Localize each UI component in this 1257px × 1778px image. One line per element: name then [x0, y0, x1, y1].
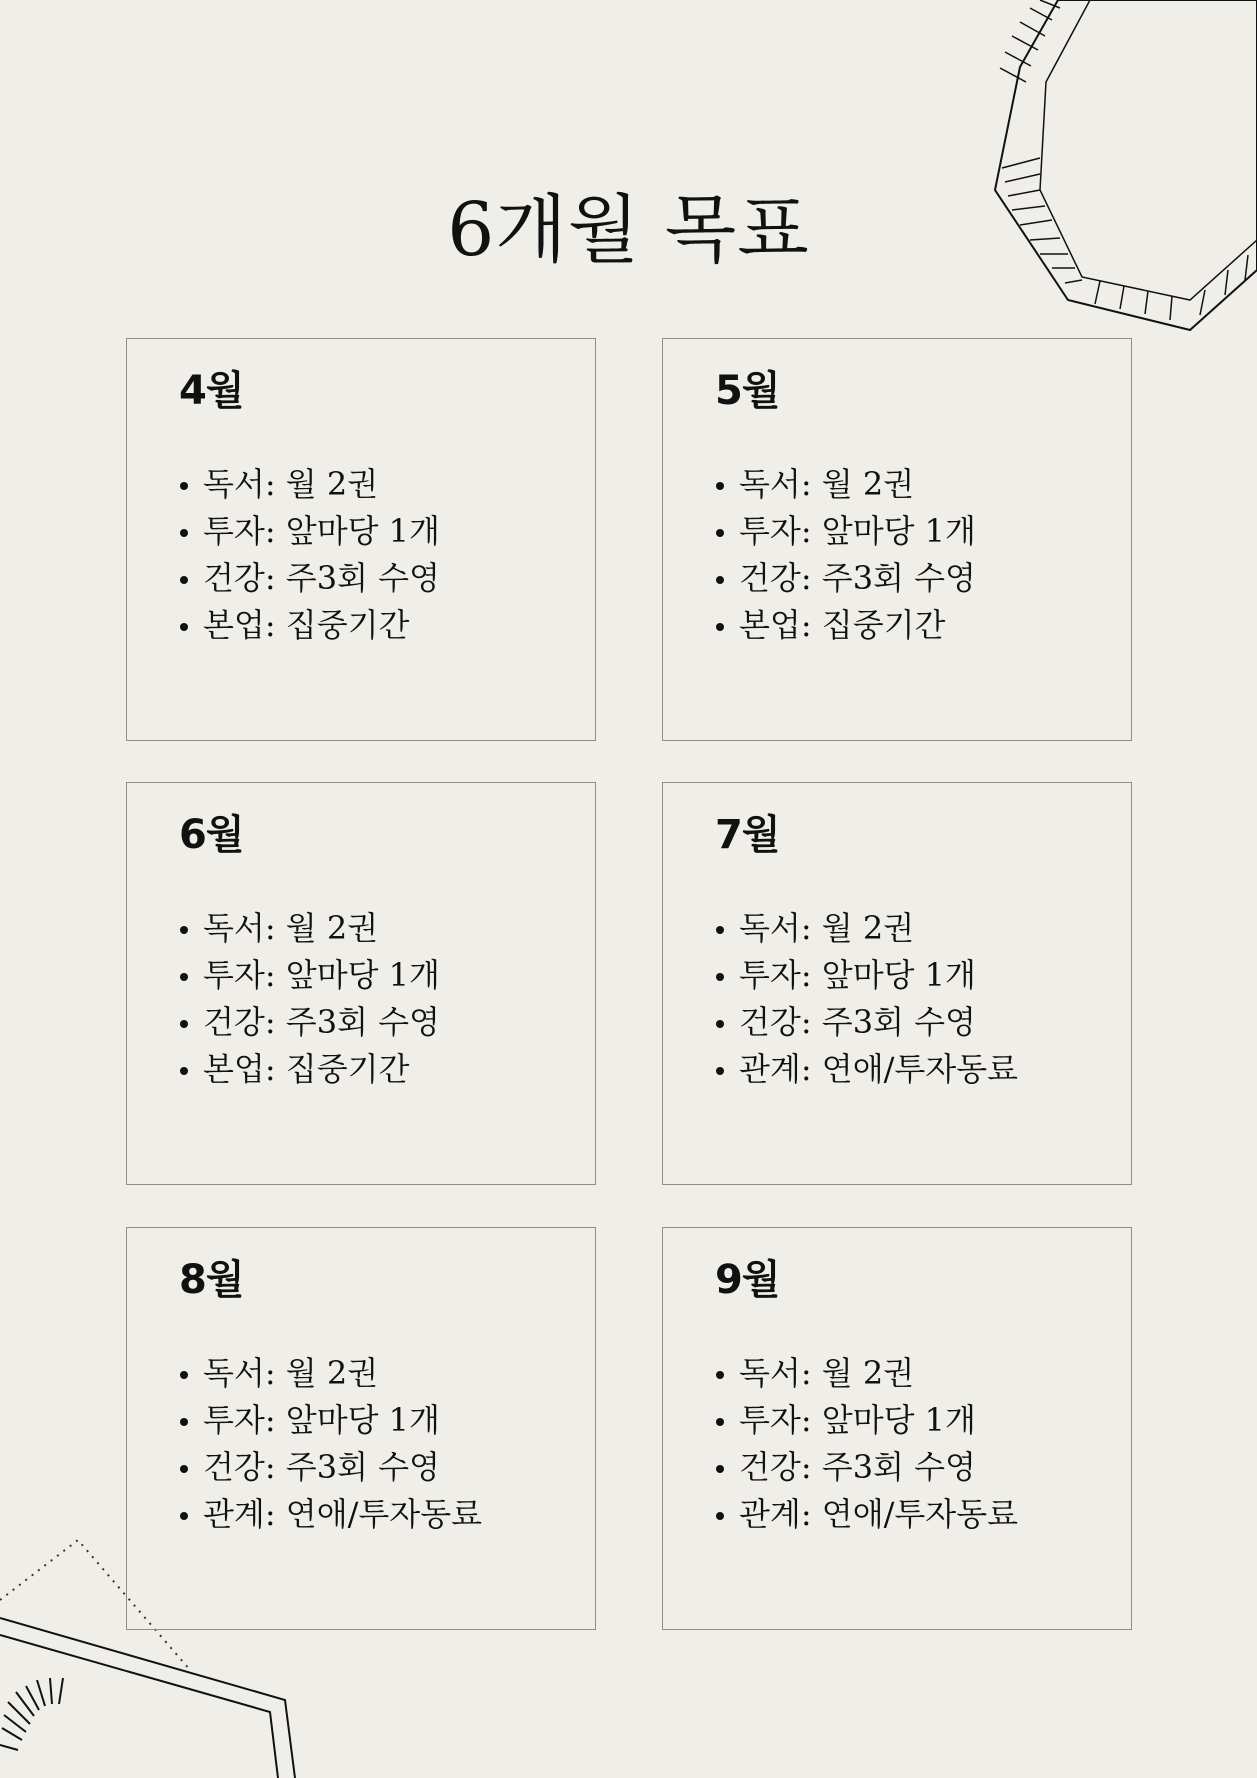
month-title: 6월	[179, 812, 244, 858]
goal-item: 독서: 월 2권	[179, 905, 440, 952]
bottom-left-double-line	[0, 1618, 295, 1778]
goal-item: 독서: 월 2권	[715, 905, 1018, 952]
month-card-may	[662, 338, 1132, 741]
goal-item: 투자: 앞마당 1개	[179, 508, 440, 555]
goal-item: 독서: 월 2권	[715, 461, 976, 508]
month-title: 4월	[179, 368, 244, 414]
goal-list	[715, 461, 976, 649]
month-title: 7월	[715, 812, 780, 858]
page-title: 6개월 목표	[447, 187, 810, 273]
goal-item: 투자: 앞마당 1개	[715, 508, 976, 555]
month-card-july	[662, 782, 1132, 1185]
goal-item: 독서: 월 2권	[179, 1350, 482, 1397]
top-right-hatched-polygon	[995, 0, 1257, 330]
goal-list	[179, 1350, 482, 1538]
goal-item: 관계: 연애/투자동료	[715, 1046, 1018, 1093]
goal-list	[715, 1350, 1018, 1538]
goal-item: 건강: 주3회 수영	[715, 999, 1018, 1046]
month-card-april	[126, 338, 596, 741]
goal-item: 관계: 연애/투자동료	[715, 1491, 1018, 1538]
bottom-left-sunburst	[0, 1678, 63, 1750]
month-card-june	[126, 782, 596, 1185]
goal-item: 건강: 주3회 수영	[715, 1444, 1018, 1491]
goal-item: 독서: 월 2권	[179, 461, 440, 508]
goal-item: 투자: 앞마당 1개	[179, 952, 440, 999]
goal-item: 독서: 월 2권	[715, 1350, 1018, 1397]
goal-list	[179, 461, 440, 649]
month-title: 8월	[179, 1257, 244, 1303]
goal-list	[715, 905, 1018, 1093]
goal-item: 건강: 주3회 수영	[179, 1444, 482, 1491]
goal-item: 투자: 앞마당 1개	[715, 952, 1018, 999]
month-card-september	[662, 1227, 1132, 1630]
goal-item: 건강: 주3회 수영	[179, 555, 440, 602]
goal-item: 본업: 집중기간	[179, 602, 440, 649]
month-card-august	[126, 1227, 596, 1630]
goal-list	[179, 905, 440, 1093]
goal-item: 투자: 앞마당 1개	[179, 1397, 482, 1444]
goal-item: 본업: 집중기간	[179, 1046, 440, 1093]
month-title: 9월	[715, 1257, 780, 1303]
month-title: 5월	[715, 368, 780, 414]
goal-item: 건강: 주3회 수영	[179, 999, 440, 1046]
goal-item: 건강: 주3회 수영	[715, 555, 976, 602]
goal-item: 관계: 연애/투자동료	[179, 1491, 482, 1538]
goal-item: 본업: 집중기간	[715, 602, 976, 649]
goal-item: 투자: 앞마당 1개	[715, 1397, 1018, 1444]
